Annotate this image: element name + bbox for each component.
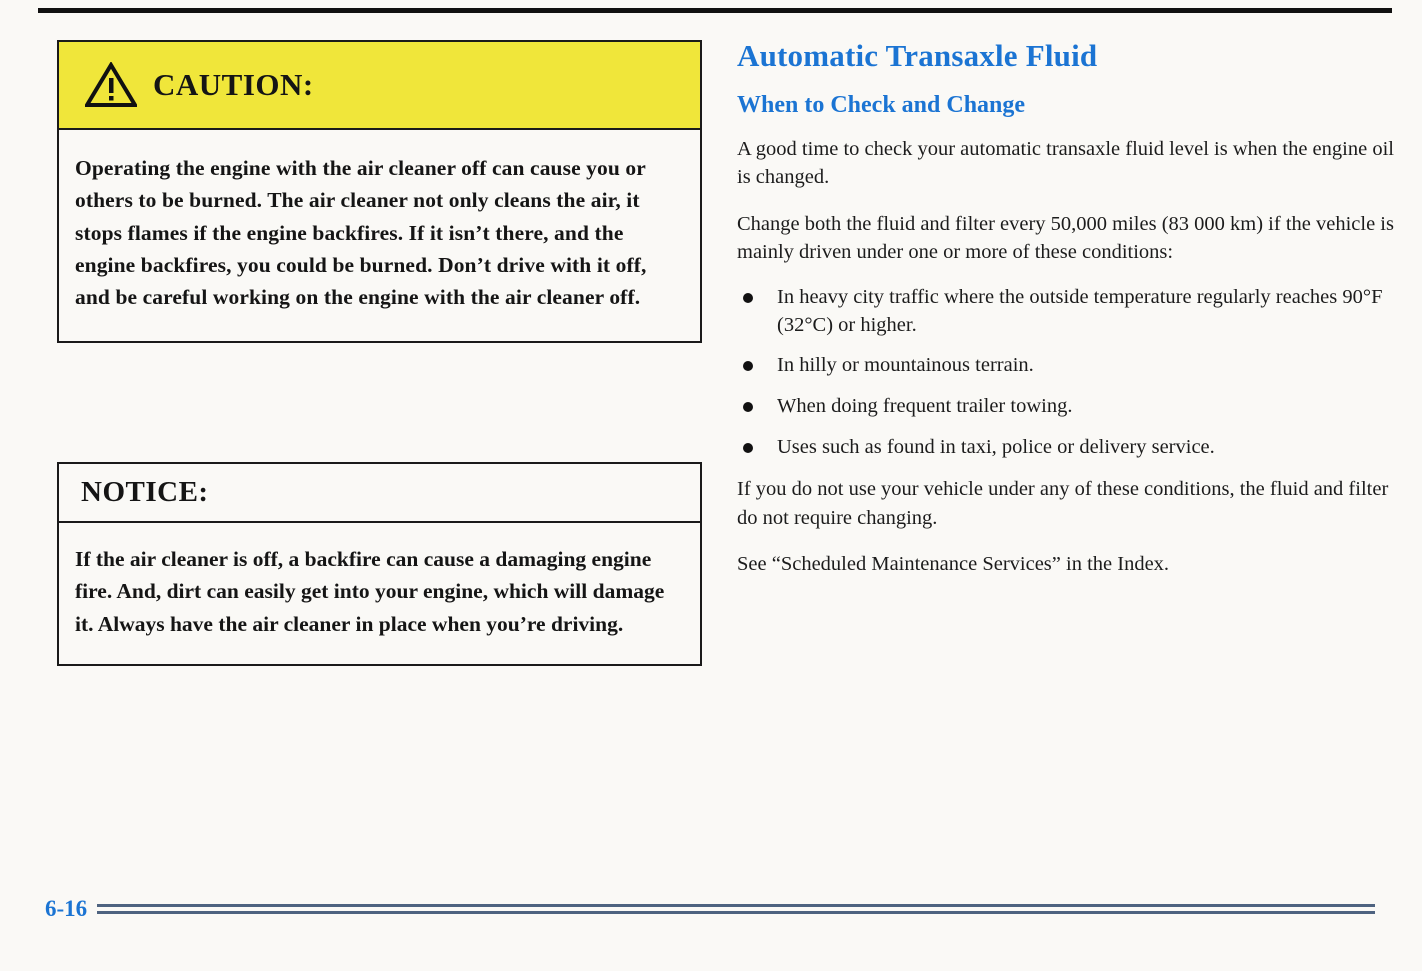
list-item: In hilly or mountainous terrain. — [737, 352, 1397, 380]
caution-header — [59, 42, 700, 130]
paragraph: See “Scheduled Maintenance Services” in the Index. — [737, 553, 1170, 576]
footer-double-rule — [97, 904, 1375, 914]
page-footer — [45, 896, 1375, 922]
paragraph: If you do not use your vehicle under any of these conditions, the fluid and filter do not require changing. — [737, 478, 1389, 529]
notice-body-text: If the air cleaner is off, a backfire can cause a damaging engine fire. And, dirt can easily get into your engine, which will damage it. Always have the air cleaner in place when you’re driving. — [75, 547, 665, 636]
top-rule — [38, 8, 1392, 13]
caution-box — [57, 40, 702, 343]
list-item: Uses such as found in taxi, police or delivery service. — [737, 434, 1397, 462]
notice-title: NOTICE: — [59, 464, 700, 523]
conditions-list — [737, 284, 1397, 461]
article-title: Automatic Transaxle Fluid — [737, 38, 1098, 73]
article-column — [737, 38, 1397, 596]
warning-triangle-icon — [85, 62, 137, 108]
article-subtitle: When to Check and Change — [737, 92, 1026, 118]
page-number: 6-16 — [45, 896, 88, 921]
list-item: When doing frequent trailer towing. — [737, 393, 1397, 421]
paragraph: A good time to check your automatic transaxle fluid level is when the engine oil is changed. — [737, 138, 1394, 189]
notice-box — [57, 462, 702, 666]
caution-title: CAUTION: — [153, 67, 314, 102]
list-item: In heavy city traffic where the outside temperature regularly reaches 90°F (32°C) or higher. — [737, 284, 1397, 339]
caution-body-text: Operating the engine with the air cleaner off can cause you or others to be burned. The air cleaner not only cleans the air, it stops flames if the engine backfires. If it isn’t there, and the engine backfires, you could be burned. Don’t drive with it off, and be careful working on the engine with the air cleaner off. — [75, 156, 647, 309]
paragraph: Change both the fluid and filter every 50,000 miles (83 000 km) if the vehicle is mainly driven under one or more of these conditions: — [737, 212, 1394, 263]
